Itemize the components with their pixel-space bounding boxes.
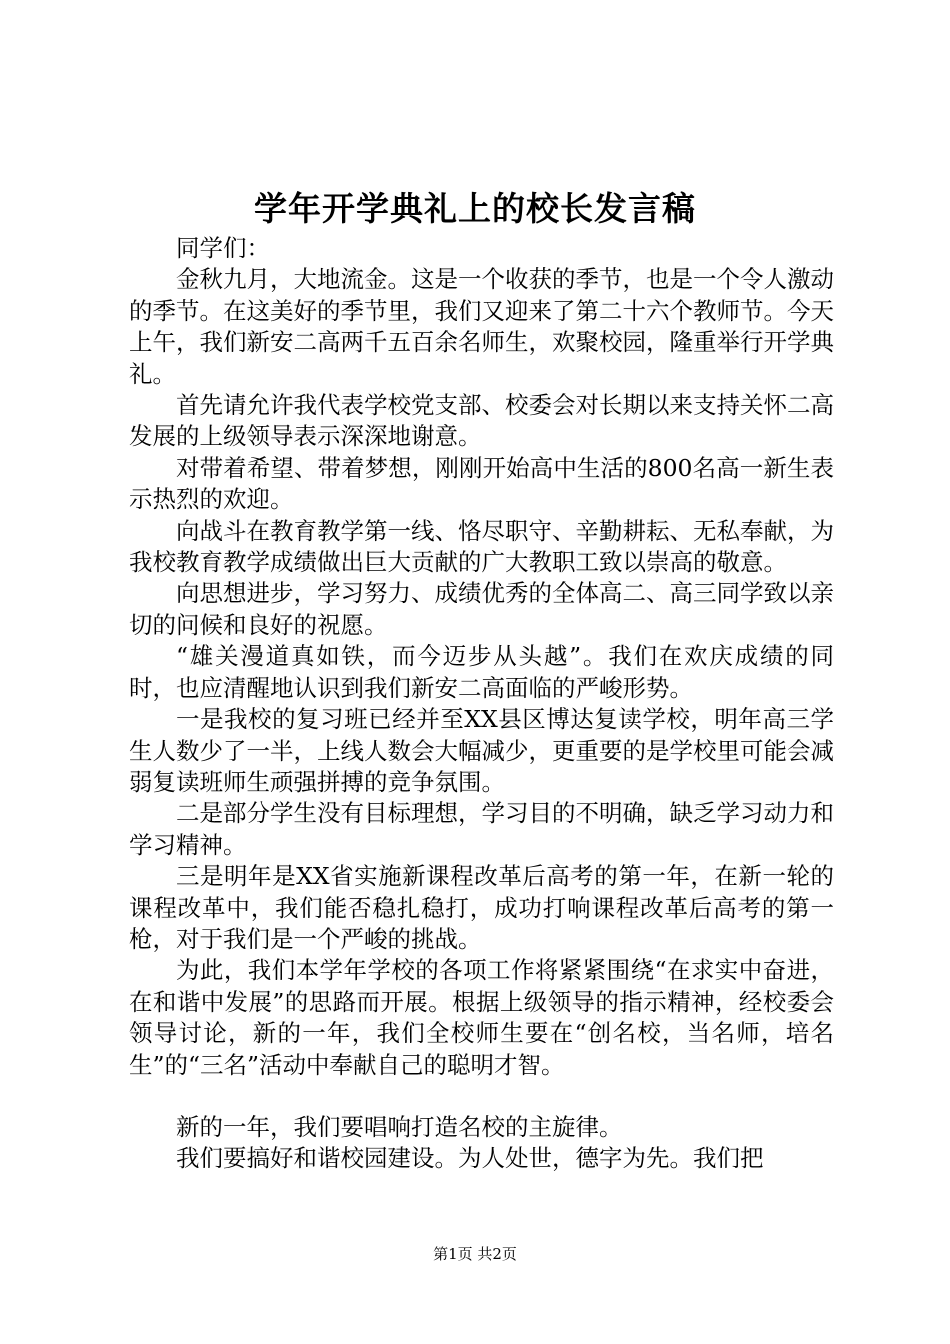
- paragraph: 为此，我们本学年学校的各项工作将紧紧围绕“在求实中奋进，在和谐中发展”的思路而开展。根据上级领导的指示精神，经校委会领导讨论，新的一年，我们全校师生要在“创名校，当名师，培名生”的“三名”活动中奉献自己的聪明才智。: [129, 956, 834, 1079]
- paragraph: 二是部分学生没有目标理想，学习目的不明确，缺乏学习动力和学习精神。: [129, 799, 834, 859]
- salutation: 同学们：: [176, 234, 270, 262]
- paragraph: 首先请允许我代表学校党支部、校委会对长期以来支持关怀二高发展的上级领导表示深深地谢意。: [129, 391, 834, 451]
- document-body: [129, 233, 834, 1175]
- paragraph: 新的一年，我们要唱响打造名校的主旋律。: [176, 1112, 623, 1141]
- paragraph: 我们要搞好和谐校园建设。为人处世，德字为先。我们把: [176, 1144, 764, 1173]
- page-footer: 第1页 共2页: [433, 1245, 517, 1263]
- paragraph: “雄关漫道真如铁，而今迈步从头越”。我们在欢庆成绩的同时，也应清醒地认识到我们新安二高面临的严峻形势。: [129, 642, 834, 702]
- paragraph: 向战斗在教育教学第一线、恪尽职守、辛勤耕耘、无私奉献，为我校教育教学成绩做出巨大贡献的广大教职工致以崇高的敬意。: [129, 516, 834, 577]
- paragraph: 三是明年是XX省实施新课程改革后高考的第一年，在新一轮的课程改革中，我们能否稳扎稳打，成功打响课程改革后高考的第一枪，对于我们是一个严峻的挑战。: [129, 862, 834, 953]
- document-title: 学年开学典礼上的校长发言稿: [254, 189, 696, 228]
- paragraph: 对带着希望、带着梦想，刚刚开始高中生活的800名高一新生表示热烈的欢迎。: [129, 453, 834, 514]
- paragraph: 一是我校的复习班已经并至XX县区博达复读学校，明年高三学生人数少了一半，上线人数会大幅减少，更重要的是学校里可能会减弱复读班师生顽强拼搏的竞争氛围。: [129, 705, 834, 796]
- paragraph: 金秋九月，大地流金。这是一个收获的季节，也是一个令人激动的季节。在这美好的季节里，我们又迎来了第二十六个教师节。今天上午，我们新安二高两千五百余名师生，欢聚校园，隆重举行开学典礼。: [129, 265, 834, 388]
- paragraph: 向思想进步，学习努力、成绩优秀的全体高二、高三同学致以亲切的问候和良好的祝愿。: [129, 579, 834, 639]
